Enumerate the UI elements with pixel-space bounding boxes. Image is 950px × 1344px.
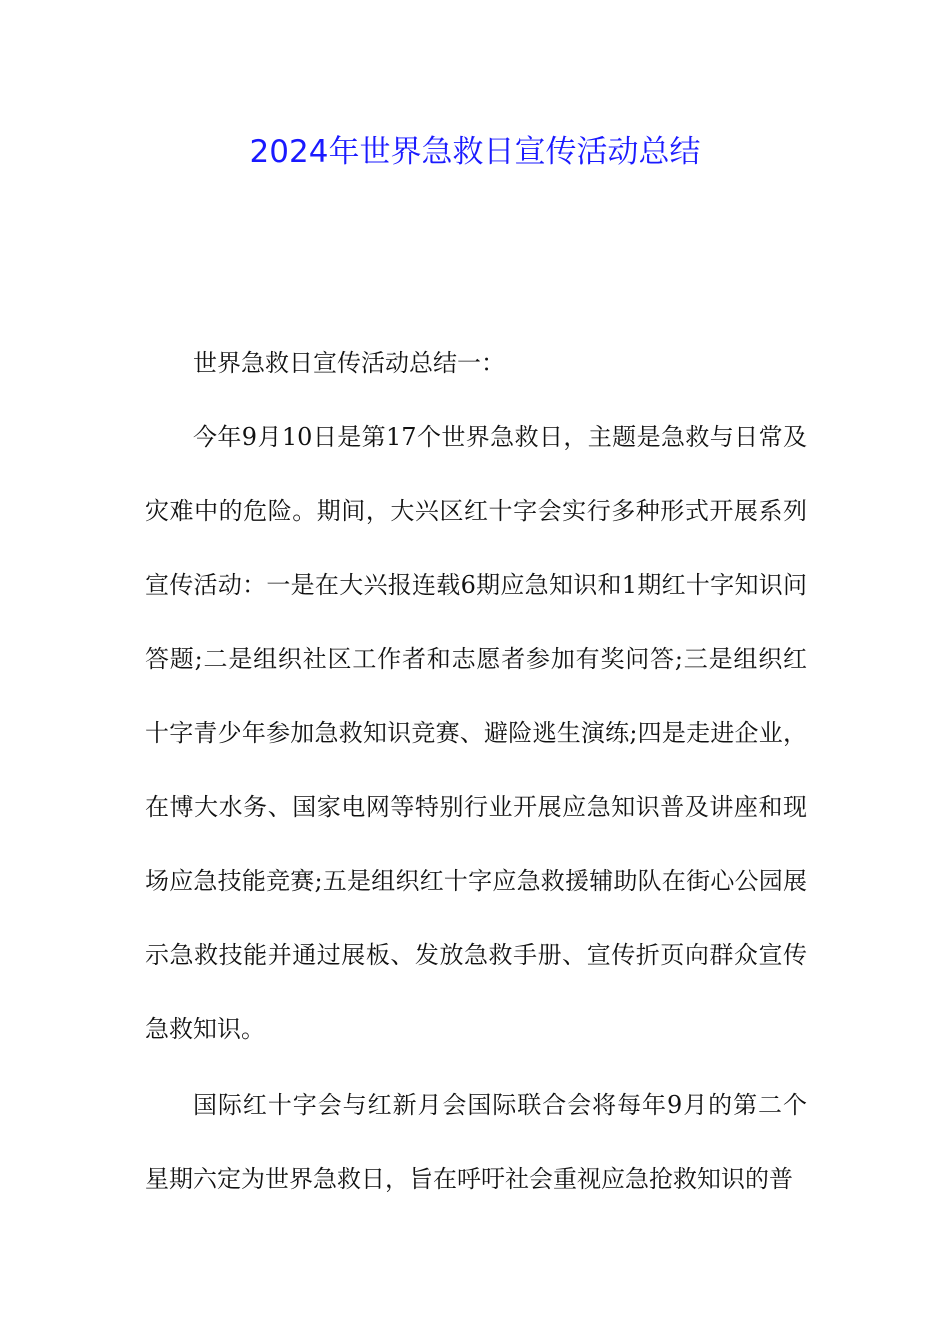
- paragraph-1: 今年9月10日是第17个世界急救日，主题是急救与日常及灾难中的危险。期间，大兴区红十字会实行多种形式开展系列宣传活动：一是在大兴报连载6期应急知识和1期红十字知识问答题;二是组织社区工作者和志愿者参加有奖问答;三是组织红十字青少年参加急救知识竞赛、避险逃生演练;四是走进企业，在博大水务、国家电网等特别行业开展应急知识普及讲座和现场应急技能竞赛;五是组织红十字应急救援辅助队在街心公园展示急救技能并通过展板、发放急救手册、宣传折页向群众宣传急救知识。: [145, 423, 807, 1043]
- paragraph-2: 国际红十字会与红新月会国际联合会将每年9月的第二个星期六定为世界急救日，旨在呼吁社会重视应急抢救知识的普: [145, 1091, 807, 1193]
- section-heading: 世界急救日宣传活动总结一：: [193, 349, 505, 377]
- document-title: 2024年世界急救日宣传活动总结: [249, 134, 701, 170]
